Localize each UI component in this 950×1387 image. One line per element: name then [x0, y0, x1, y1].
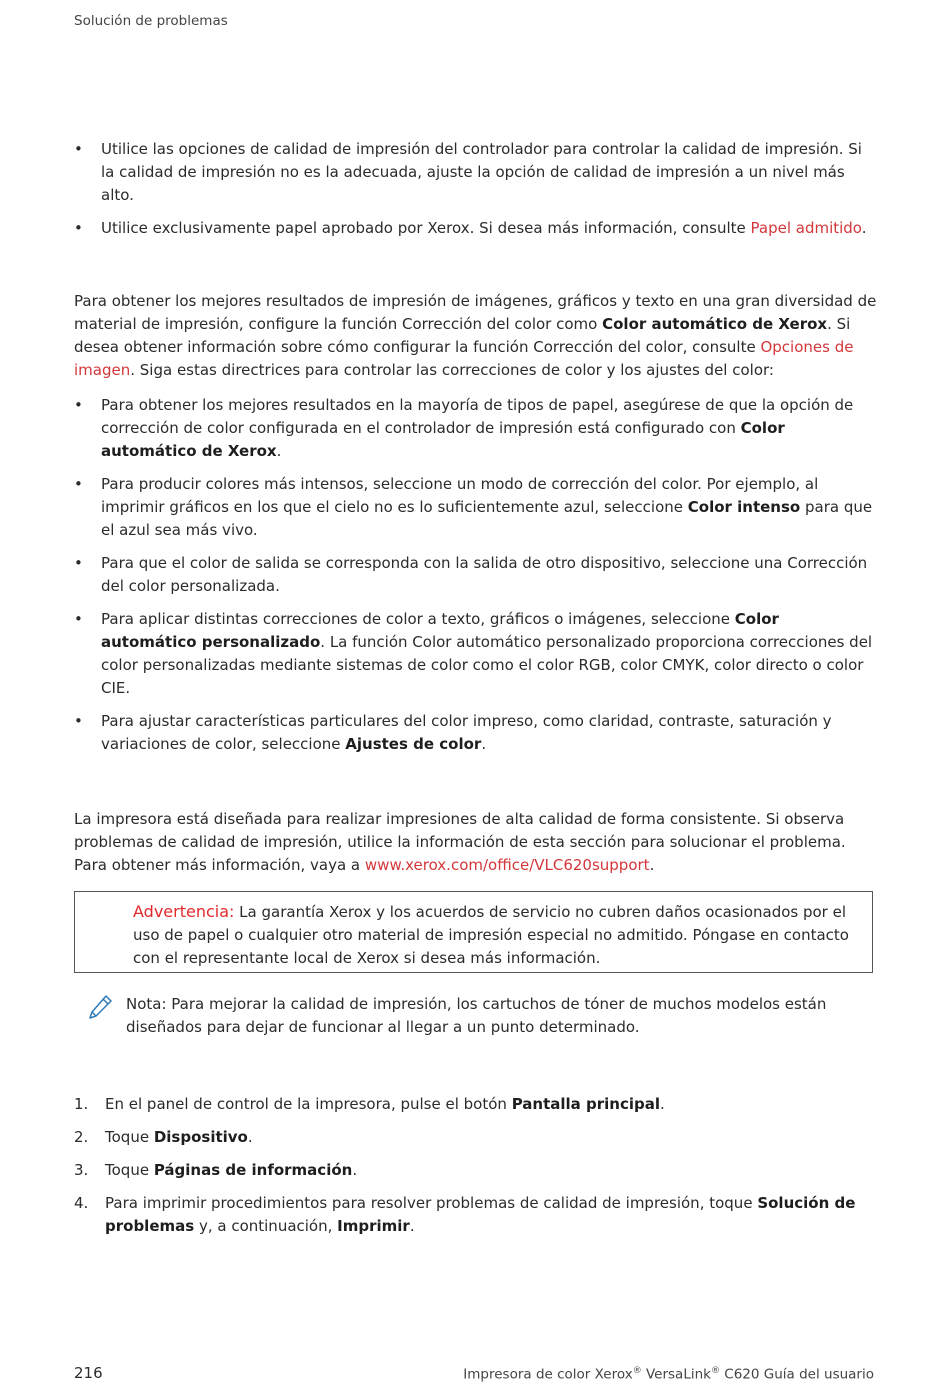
text-run: Toque — [105, 1128, 154, 1146]
list-item — [74, 710, 874, 756]
rich-text — [101, 610, 872, 697]
cross-reference-link[interactable]: Opciones de imagen — [74, 338, 854, 379]
footer-title-part: VersaLink — [641, 1366, 711, 1383]
warning-text — [133, 900, 858, 970]
footer-title — [463, 1366, 874, 1383]
text-run: Para producir colores más intensos, seleccione un modo de corrección del color. Por ejemplo, al imprimir gráficos en los que el cielo no es lo suficientemente azul, seleccione — [101, 475, 819, 516]
rich-text — [101, 475, 872, 539]
text-run: . — [409, 1217, 415, 1235]
step-number: 2. — [74, 1128, 89, 1146]
text-run: . Si desea obtener información sobre cómo configurar la función Corrección del color, consulte — [74, 315, 851, 356]
color-intro-paragraph — [74, 290, 879, 382]
text-run: Para aplicar distintas correcciones de color a texto, gráficos o imágenes, seleccione — [101, 610, 735, 628]
rich-text — [105, 1161, 357, 1179]
text-run: . — [660, 1095, 665, 1113]
rich-text — [101, 140, 862, 204]
print-procedure-steps — [74, 1093, 879, 1248]
step-item — [74, 1159, 879, 1182]
text-run: . — [481, 735, 487, 753]
warning-label: Advertencia: — [133, 902, 235, 921]
rich-text — [105, 1128, 253, 1146]
cross-reference-link[interactable]: www.xerox.com/office/VLC620support — [364, 856, 650, 874]
rich-text — [105, 1095, 665, 1113]
cross-reference-link[interactable]: Papel admitido — [750, 219, 862, 237]
footer-title-part: C620 Guía del usuario — [719, 1366, 874, 1383]
step-item — [74, 1126, 879, 1149]
page-number: 216 — [74, 1364, 103, 1382]
list-item — [74, 473, 874, 542]
rich-text — [101, 712, 832, 753]
text-run: Toque — [105, 1161, 154, 1179]
text-run: Para obtener los mejores resultados de impresión de imágenes, gráficos y texto en una gran diversidad de material de impresión, configure la función Corrección del color como — [74, 292, 877, 333]
quality-tips-list — [74, 138, 874, 250]
pencil-icon — [86, 993, 114, 1021]
text-run: Utilice exclusivamente papel aprobado por Xerox. Si desea más información, consulte — [101, 219, 751, 237]
footer-title-part: Impresora de color Xerox — [463, 1366, 633, 1383]
step-number: 4. — [74, 1194, 89, 1212]
text-run: para que el azul sea más vivo. — [101, 498, 873, 539]
step-number: 1. — [74, 1095, 89, 1113]
color-tips-list — [74, 394, 874, 766]
warning-body: La garantía Xerox y los acuerdos de servicio no cubren daños ocasionados por el uso de papel o cualquier otro material de impresión especial no admitido. Póngase en contacto con el representante local de Xerox si desea más información. — [133, 903, 849, 967]
emphasis-text: Color intenso — [687, 498, 801, 516]
rich-text — [101, 554, 867, 595]
text-run: Para que el color de salida se corresponda con la salida de otro dispositivo, seleccione una Corrección del color personalizada. — [101, 554, 868, 595]
rich-text — [101, 219, 867, 237]
text-run: . — [861, 219, 867, 237]
text-run: Para ajustar características particulares del color impreso, como claridad, contraste, saturación y variaciones de color, seleccione — [101, 712, 832, 753]
text-run: Utilice las opciones de calidad de impresión del controlador para controlar la calidad de impresión. Si la calidad de impresión no es la adecuada, ajuste la opción de calidad de impresión a un nivel más alto. — [101, 140, 862, 204]
text-run: En el panel de control de la impresora, pulse el botón — [105, 1095, 512, 1113]
text-run: . — [649, 856, 655, 874]
emphasis-text: Imprimir — [337, 1217, 410, 1235]
text-run: . Siga estas directrices para controlar las correcciones de color y los ajustes del color: — [130, 361, 774, 379]
emphasis-text: Color automático personalizado — [101, 610, 779, 651]
text-run: . — [352, 1161, 358, 1179]
list-item — [74, 608, 874, 700]
emphasis-text: Color automático de Xerox — [602, 315, 828, 333]
troubleshoot-intro-paragraph — [74, 808, 879, 877]
text-run: y, a continuación, — [194, 1217, 338, 1235]
emphasis-text: Dispositivo — [153, 1128, 248, 1146]
emphasis-text: Solución de problemas — [105, 1194, 856, 1235]
emphasis-text: Pantalla principal — [511, 1095, 660, 1113]
list-item — [74, 217, 874, 240]
list-item — [74, 394, 874, 463]
registered-mark: ® — [710, 1366, 720, 1376]
emphasis-text: Páginas de información — [153, 1161, 353, 1179]
emphasis-text: Ajustes de color — [345, 735, 482, 753]
list-item — [74, 552, 874, 598]
step-item — [74, 1192, 879, 1238]
step-number: 3. — [74, 1161, 89, 1179]
text-run: . — [276, 442, 282, 460]
running-header: Solución de problemas — [74, 13, 228, 29]
text-run: La impresora está diseñada para realizar impresiones de alta calidad de forma consistente. Si observa problemas de calidad de impresión, utilice la información de esta sección para solucionar el problema. Para obtener más información, vaya a — [74, 810, 846, 874]
rich-text — [101, 396, 853, 460]
text-run: Para imprimir procedimientos para resolver problemas de calidad de impresión, toque — [105, 1194, 758, 1212]
registered-mark: ® — [632, 1366, 642, 1376]
list-item — [74, 138, 874, 207]
warning-box — [74, 891, 873, 973]
rich-text — [105, 1194, 855, 1235]
text-run: . La función Color automático personalizado proporciona correcciones del color personalizadas mediante sistemas de color como el color RGB, color CMYK, color directo o color CIE. — [101, 633, 873, 697]
note-text: Nota: Para mejorar la calidad de impresión, los cartuchos de tóner de muchos modelos están diseñados para dejar de funcionar al llegar a un punto determinado. — [126, 995, 827, 1036]
text-run: . — [247, 1128, 253, 1146]
step-item — [74, 1093, 879, 1116]
emphasis-text: Color automático de Xerox — [101, 419, 785, 460]
text-run: Para obtener los mejores resultados en la mayoría de tipos de papel, asegúrese de que la opción de corrección de color configurada en el controlador de impresión está configurado con — [101, 396, 854, 437]
